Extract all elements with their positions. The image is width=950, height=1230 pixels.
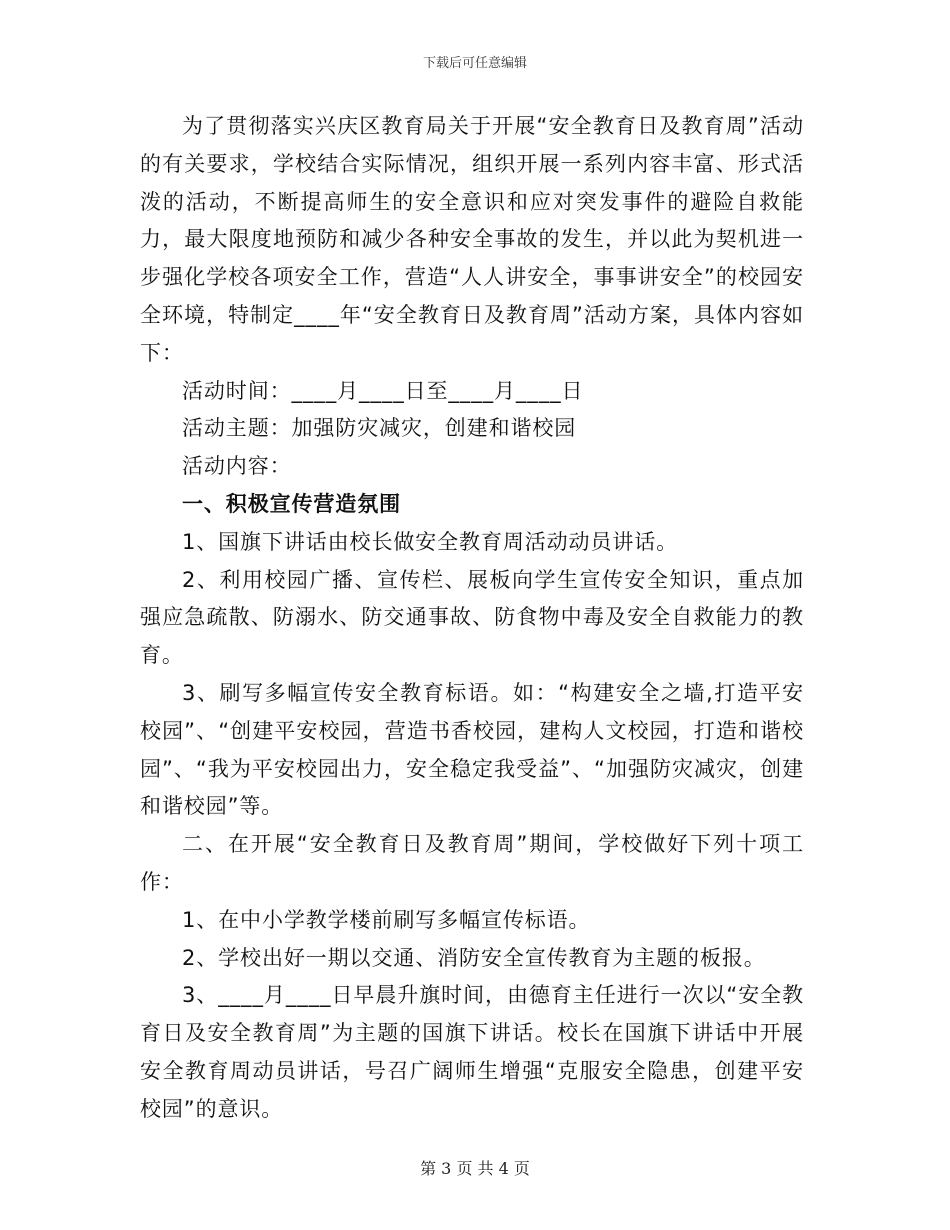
- document-body: [140, 108, 804, 1129]
- section-1-item-2: 2、利用校园广播、宣传栏、展板向学生宣传安全知识，重点加强应急疏散、防溺水、防交通事故、防食物中毒及安全自救能力的教育。: [140, 567, 804, 668]
- activity-time: 活动时间：____月____日至____月____日: [182, 378, 584, 403]
- section-1-heading: 一、积极宣传营造氛围: [182, 491, 401, 516]
- intro-paragraph: 为了贯彻落实兴庆区教育局关于开展“安全教育日及教育周”活动的有关要求，学校结合实际情况，组织开展一系列内容丰富、形式活泼的活动，不断提高师生的安全意识和应对突发事件的避险自救能力，最大限度地预防和减少各种安全事故的发生，并以此为契机进一步强化学校各项安全工作，营造“人人讲安全，事事讲安全”的校园安全环境，特制定____年“安全教育日及教育周”活动方案，具体内容如下：: [140, 114, 804, 365]
- section-2-heading: 二、在开展“安全教育日及教育周”期间，学校做好下列十项工作：: [140, 832, 804, 894]
- activity-theme: 活动主题：加强防灾减灾，创建和谐校园: [182, 416, 577, 441]
- section-1-item-3: 3、刷写多幅宣传安全教育标语。如：“构建安全之墙,打造平安校园”、“创建平安校园，营造书香校园，建构人文校园，打造和谐校园”、“我为平安校园出力，安全稳定我受益”、“加强防灾减灾，创建和谐校园”等。: [140, 680, 804, 819]
- activity-content-label: 活动内容：: [182, 454, 292, 479]
- section-1-item-1: 1、国旗下讲话由校长做安全教育周活动动员讲话。: [182, 529, 679, 554]
- section-2-item-2: 2、学校出好一期以交通、消防安全宣传教育为主题的板报。: [182, 945, 766, 970]
- page-footer: 第 3 页 共 4 页: [420, 1159, 530, 1178]
- header-note: 下载后可任意编辑: [422, 56, 527, 71]
- section-2-item-1: 1、在中小学教学楼前刷写多幅宣传标语。: [182, 907, 591, 932]
- section-2-item-3: 3、____月____日早晨升旗时间，由德育主任进行一次以“安全教育日及安全教育周”为主题的国旗下讲话。校长在国旗下讲话中开展安全教育周动员讲话，号召广阔师生增强“克服安全隐患，创建平安校园”的意识。: [140, 983, 804, 1121]
